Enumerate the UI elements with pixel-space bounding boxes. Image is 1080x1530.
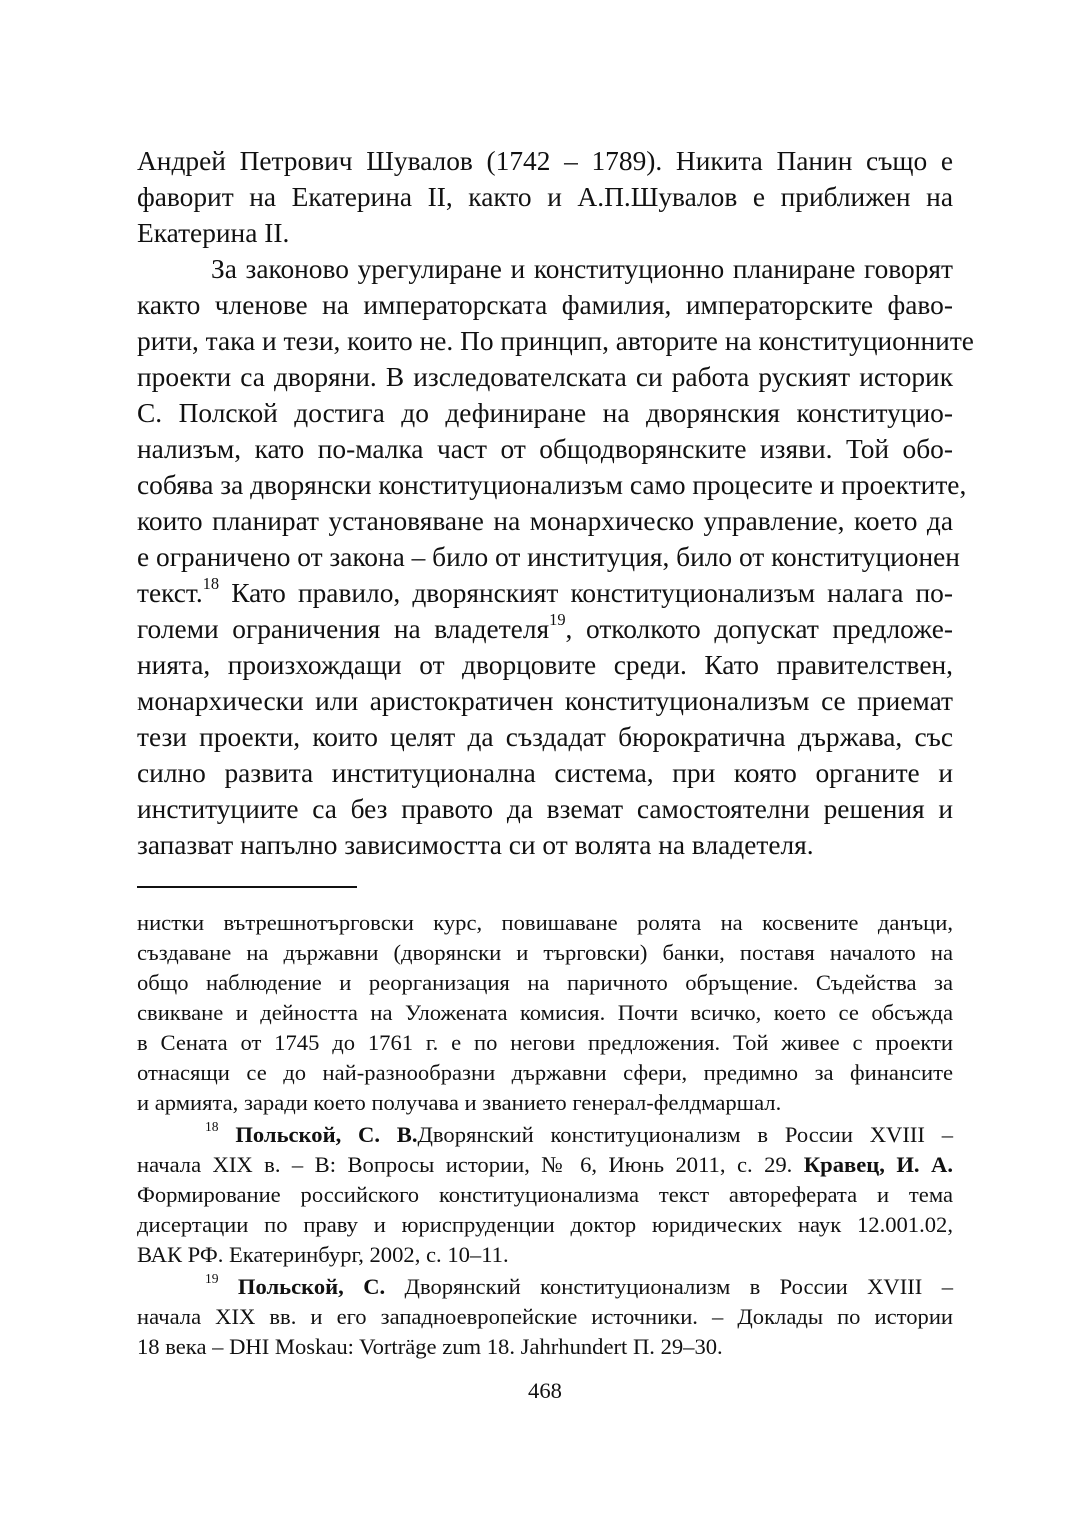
footnote-number: 18 <box>205 1119 219 1135</box>
body-line: С. Полской достига до дефиниране на дворянския конституцио- <box>137 398 953 428</box>
footnote-line: Формирование российского конституционализма текст автореферата и тема <box>137 1182 953 1207</box>
body-line: силно развита институционална система, при която органите и <box>137 758 953 788</box>
body-line: както членове на императорската фамилия, императорските фаво- <box>137 290 953 320</box>
body-line: фаворит на Екатерина II, както и А.П.Шувалов е приближен на <box>137 182 953 212</box>
body-line: Андрей Петрович Шувалов (1742 – 1789). Никита Панин също е <box>137 146 953 176</box>
body-line <box>137 575 953 611</box>
body-text: големи ограничения на владетеля <box>137 614 550 644</box>
footnote-number: 19 <box>205 1271 219 1287</box>
footnote-line: дисертации по праву и юриспруденции доктор юридических наук 12.001.02, <box>137 1212 953 1237</box>
body-line <box>137 611 953 647</box>
footnote-line: в Сената от 1745 до 1761 г. е по негови предложения. Той живее с проекти <box>137 1030 953 1055</box>
body-line: които планират установяване на монархическо управление, което да <box>137 506 953 536</box>
footnote-line: отнасящи се до най-разнообразни държавни сфери, предимно за финансите <box>137 1060 953 1085</box>
body-line: запазват напълно зависимостта си от волята на владетеля. <box>137 830 814 860</box>
footnote-text: начала XIX в. – В: Вопросы истории, № 6, Июнь 2011, с. 29. <box>137 1152 804 1177</box>
footnote-19 <box>137 1272 953 1302</box>
body-line: За законово урегулиране и конституционно планиране говорят <box>211 254 953 284</box>
body-line: е ограничено от закона – било от институция, било от конституционен <box>137 542 960 572</box>
footnote-author: Кравец, И. А. <box>803 1152 953 1177</box>
footnote-18 <box>137 1120 953 1150</box>
body-text: текст. <box>137 578 203 608</box>
footnote-line: 18 века – DHI Moskau: Vorträge zum 18. Jahrhundert П. 29–30. <box>137 1334 723 1359</box>
body-line: Екатерина II. <box>137 218 290 248</box>
footnote-author: Польской, С. В. <box>235 1122 418 1147</box>
body-text: Като правило, дворянският конституционализъм налага по- <box>219 578 953 608</box>
footnote-separator <box>137 886 357 888</box>
footnote-author: Польской, С. <box>237 1274 386 1299</box>
body-line: проекти са дворяни. В изследователската си работа руският историк <box>137 362 953 392</box>
page-number: 468 <box>528 1378 562 1403</box>
footnote-line: общо наблюдение и реорганизация на паричното обръщение. Съдейства за <box>137 970 953 995</box>
footnote-line: и армията, заради което получава и званието генерал-фелдмаршал. <box>137 1090 782 1115</box>
body-line: институциите са без правото да вземат самостоятелни решения и <box>137 794 953 824</box>
footnote-line: ВАК РФ. Екатеринбург, 2002, с. 10–11. <box>137 1242 509 1267</box>
footnote-text: Дворянский конституционализм в России XVIII – <box>417 1122 953 1147</box>
body-line: рити, така и тези, които не. По принцип, авторите на конституционните <box>137 326 974 356</box>
body-text: , отколкото допускат предложе- <box>565 614 953 644</box>
footnote-line: начала XIX вв. и его западноевропейские источники. – Доклады по истории <box>137 1304 953 1329</box>
body-line: монархически или аристократичен конституционализъм се приемат <box>137 686 953 716</box>
footnote-ref-18[interactable]: 18 <box>202 574 220 594</box>
footnote-ref-19[interactable]: 19 <box>549 610 566 630</box>
body-line: тези проекти, които целят да създадат бюрократична държава, със <box>137 722 953 752</box>
footnote-line: създаване на държавни (дворянски и търговски) банки, поставя началото на <box>137 940 953 965</box>
footnote-text: Дворянский конституционализм в России XVIII – <box>385 1274 953 1299</box>
footnote-line: нистки вътрешнотърговски курс, повишаване ролята на косвените данъци, <box>137 910 953 935</box>
footnote-line: свикване и дейността на Уложената комисия. Почти всичко, което се обсъжда <box>137 1000 953 1025</box>
body-line: собява за дворянски конституционализъм само процесите и проектите, <box>137 470 967 500</box>
footnote-line <box>137 1150 953 1180</box>
body-line: нията, произхождащи от дворцовите среди. Като правителствен, <box>137 650 953 680</box>
body-line: нализъм, като по-малка част от общодворянските изяви. Той обо- <box>137 434 953 464</box>
